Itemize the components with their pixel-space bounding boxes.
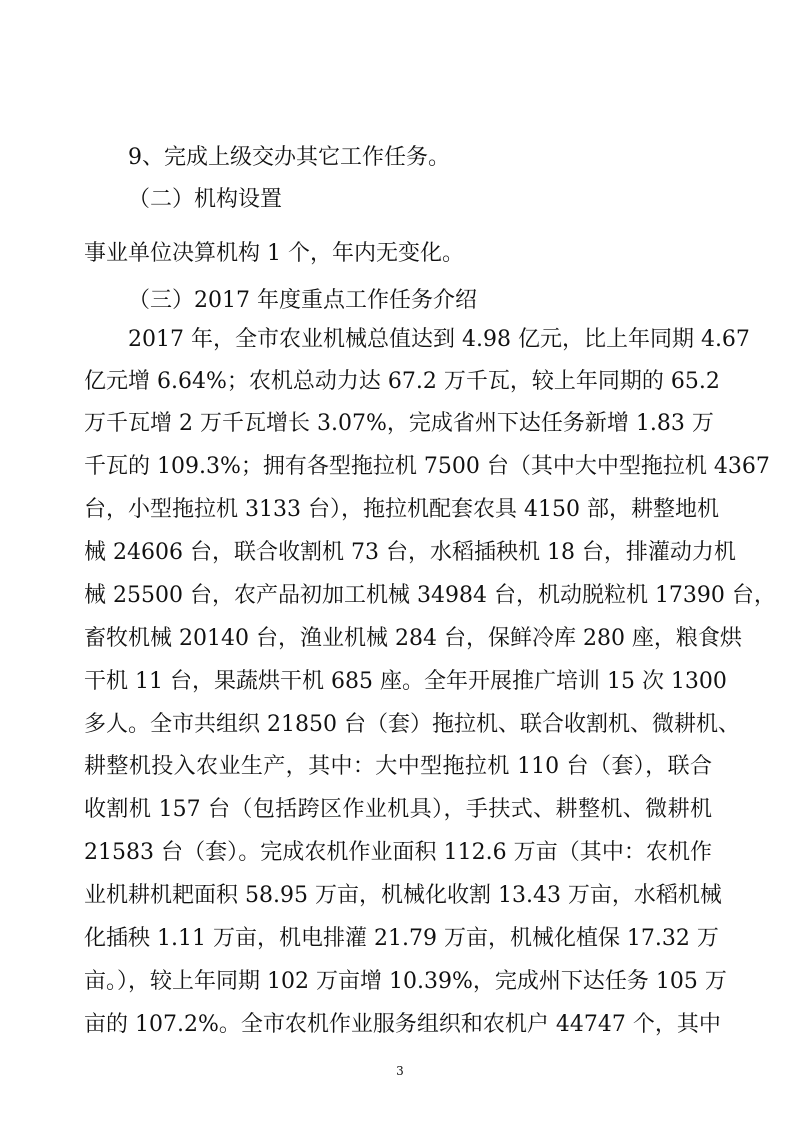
body-line: 械 24606 台，联合收割机 73 台，水稻插秧机 18 台，排灌动力机	[84, 540, 736, 565]
body-line: 业机耕机耙面积 58.95 万亩，机械化收割 13.43 万亩，水稻机械	[84, 883, 722, 908]
body-line: 多人。全市共组织 21850 台（套）拖拉机、联合收割机、微耕机、	[84, 712, 740, 737]
section-2-text: 事业单位决算机构 1 个，年内无变化。	[84, 241, 464, 266]
body-line: 械 25500 台，农产品初加工机械 34984 台，机动脱粒机 17390 台，	[84, 583, 776, 608]
page-number: 3	[396, 1064, 404, 1078]
body-line: 畜牧机械 20140 台，渔业机械 284 台，保鲜冷库 280 座，粮食烘	[84, 626, 742, 651]
section-3-heading: （三）2017 年度重点工作任务介绍	[128, 288, 477, 313]
body-line: 亩的 107.2%。全市农机作业服务组织和农机户 44747 个，其中	[84, 1012, 721, 1037]
body-line: 台，小型拖拉机 3133 台），拖拉机配套农具 4150 部，耕整地机	[84, 497, 719, 522]
section-2-heading: （二）机构设置	[128, 187, 283, 212]
body-line: 21583 台（套）。完成农机作业面积 112.6 万亩（其中：农机作	[84, 840, 712, 865]
body-line: 亿元增 6.64%；农机总动力达 67.2 万千瓦，较上年同期的 65.2	[84, 369, 720, 394]
body-line: 收割机 157 台（包括跨区作业机具），手扶式、耕整机、微耕机	[84, 797, 712, 822]
item-9: 9、完成上级交办其它工作任务。	[128, 145, 450, 170]
body-line: 千瓦的 109.3%；拥有各型拖拉机 7500 台（其中大中型拖拉机 4367	[84, 454, 770, 479]
body-line: 2017 年，全市农业机械总值达到 4.98 亿元，比上年同期 4.67	[128, 327, 750, 352]
body-line: 干机 11 台，果蔬烘干机 685 座。全年开展推广培训 15 次 1300	[84, 669, 727, 694]
body-line: 化插秧 1.11 万亩，机电排灌 21.79 万亩，机械化植保 17.32 万	[84, 926, 719, 951]
body-line: 万千瓦增 2 万千瓦增长 3.07%，完成省州下达任务新增 1.83 万	[84, 411, 714, 436]
body-line: 亩。），较上年同期 102 万亩增 10.39%，完成州下达任务 105 万	[84, 969, 727, 994]
body-line: 耕整机投入农业生产，其中：大中型拖拉机 110 台（套），联合	[84, 754, 712, 779]
